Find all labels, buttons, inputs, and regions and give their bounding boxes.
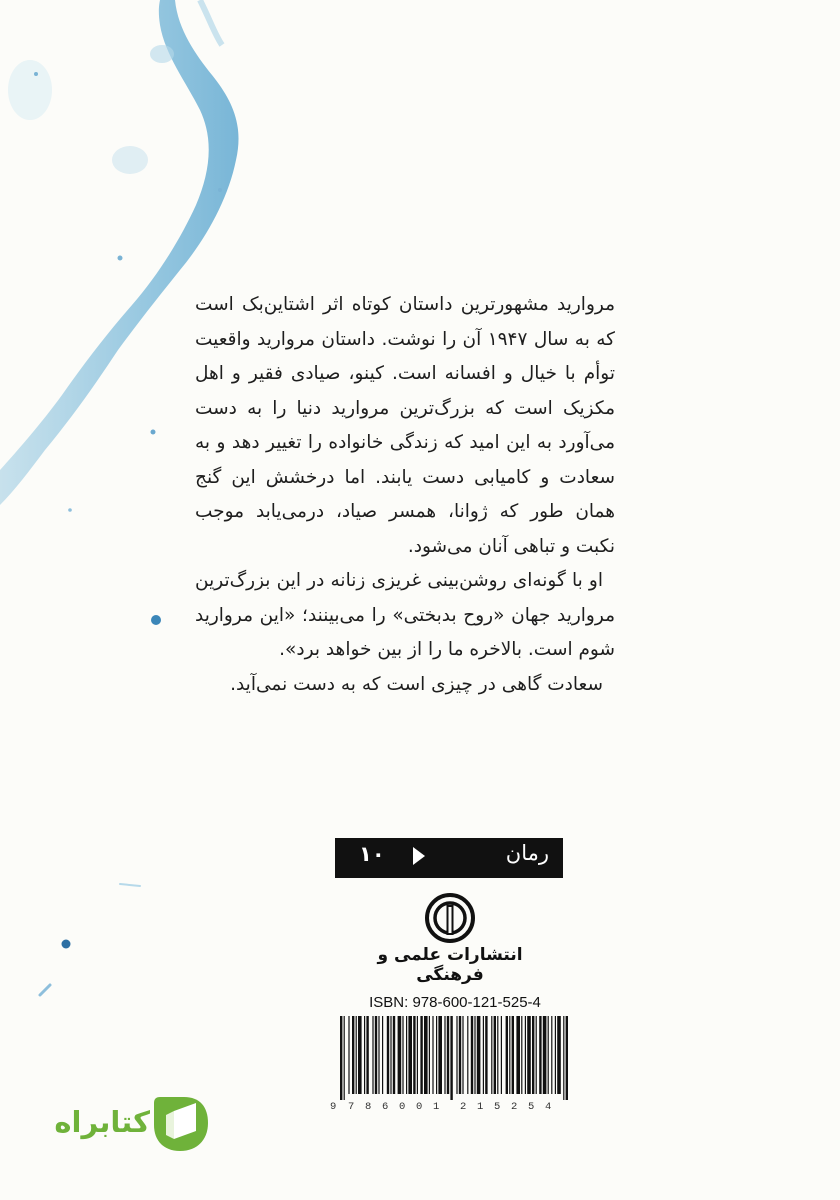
barcode-bar [477, 1016, 481, 1094]
series-underline [335, 874, 563, 878]
barcode-bar [516, 1016, 520, 1094]
ink-dot [34, 72, 38, 76]
barcode-bar [382, 1016, 383, 1094]
barcode-digit: 6 [382, 1101, 389, 1113]
back-cover-blurb [195, 288, 615, 702]
barcode-bar [532, 1016, 534, 1094]
barcode-bar [471, 1016, 473, 1094]
barcode-bar [417, 1016, 418, 1094]
barcode-bar [512, 1016, 514, 1094]
barcode-bar [372, 1016, 373, 1094]
barcode-bar [557, 1016, 561, 1094]
barcode-bar [402, 1016, 403, 1094]
barcode-digit: 4 [545, 1101, 552, 1113]
ink-dot [68, 508, 72, 512]
barcode-digit: 5 [528, 1101, 535, 1113]
barcode-bar [348, 1016, 349, 1094]
barcode-bar [387, 1016, 389, 1094]
barcode-bar [413, 1016, 415, 1094]
barcode-digit: 1 [433, 1101, 440, 1113]
barcode-bar [358, 1016, 362, 1094]
publisher-emblem-icon [425, 893, 475, 943]
barcode [338, 1016, 568, 1100]
barcode-bar [474, 1016, 475, 1094]
ink-dot [218, 188, 222, 192]
series-label: رمان [505, 841, 549, 865]
barcode-bar [485, 1016, 487, 1094]
barcode-digit: 0 [399, 1101, 406, 1113]
barcode-bar [444, 1016, 445, 1094]
barcode-bar [378, 1016, 379, 1094]
watercolor-splash [8, 60, 52, 120]
barcode-digit: 5 [494, 1101, 501, 1113]
barcode-bar [375, 1016, 377, 1094]
barcode-bar [467, 1016, 468, 1094]
barcode-bar [398, 1016, 402, 1094]
ink-dot [151, 615, 161, 625]
barcode-bar [344, 1016, 345, 1100]
barcode-digit: 8 [365, 1101, 372, 1113]
barcode-bar [494, 1016, 496, 1094]
barcode-digit: 2 [460, 1101, 467, 1113]
barcode-bar [521, 1016, 522, 1094]
barcode-bar [536, 1016, 537, 1094]
barcode-bar [393, 1016, 395, 1094]
barcode-bar [459, 1016, 461, 1094]
barcode-bar [447, 1016, 449, 1094]
barcode-digit: 7 [348, 1101, 355, 1113]
ink-streak [120, 884, 140, 886]
ink-streak [40, 985, 50, 995]
barcode-bar [390, 1016, 391, 1094]
barcode-bar [551, 1016, 552, 1094]
ink-dot [151, 430, 156, 435]
barcode-bar [543, 1016, 547, 1094]
watercolor-splash [112, 146, 148, 174]
barcode-bar [497, 1016, 498, 1094]
series-number: ۱۰ [359, 842, 385, 866]
barcode-bar [501, 1016, 502, 1094]
barcode-bar [525, 1016, 526, 1094]
barcode-bar [548, 1016, 549, 1094]
barcode-bar [408, 1016, 412, 1094]
barcode-bar [563, 1016, 564, 1100]
barcode-bar [436, 1016, 437, 1094]
ketabrah-logo[interactable] [40, 1093, 210, 1153]
barcode-bar [506, 1016, 508, 1094]
barcode-bar [420, 1016, 422, 1094]
ink-dot [118, 256, 123, 261]
barcode-bar [356, 1016, 357, 1094]
barcode-bar [406, 1016, 407, 1094]
barcode-bar [432, 1016, 433, 1094]
barcode-bar [555, 1016, 556, 1094]
barcode-bar [483, 1016, 484, 1094]
series-banner [335, 838, 563, 878]
barcode-digit: 9 [330, 1101, 337, 1113]
ketabrah-book-icon [150, 1093, 210, 1153]
barcode-bar [456, 1016, 457, 1094]
barcode-bar [491, 1016, 492, 1094]
blurb-paragraph: مروارید مشهورترین داستان کوتاه اثر اشتاین‌بک است که به سال ۱۹۴۷ آن را نوشت. داستان مروارید واقعیت توأم با خیال و افسانه است. کینو، صیادی فقیر و اهل مکزیک است که بزرگ‌ترین مروارید دنیا را به دست می‌آورد به این امید که زندگی خانواده را تغییر دهد و به سعادت و کامیابی دست یابند. اما درخشش این گنج همان طور که ژوانا، همسر صیاد، درمی‌یابد موجب نکبت و تباهی آنان می‌شود. [195, 294, 615, 557]
barcode-bar [366, 1016, 368, 1094]
ink-dot [62, 940, 71, 949]
barcode-digit: 0 [416, 1101, 423, 1113]
barcode-bar [539, 1016, 541, 1094]
barcode-digit: 1 [477, 1101, 484, 1113]
barcode-bar [527, 1016, 531, 1094]
barcode-bar [566, 1016, 568, 1100]
barcode-bar [509, 1016, 510, 1094]
isbn-number: ISBN: 978-600-121-525-4 [369, 994, 541, 1011]
barcode-bar [429, 1016, 430, 1094]
watercolor-splash [150, 45, 174, 63]
publisher-name: انتشارات علمی و فرهنگی [377, 945, 523, 985]
barcode-bar [438, 1016, 442, 1094]
barcode-bar [340, 1016, 342, 1100]
brand-name: کتابراه [54, 1105, 150, 1139]
barcode-digit: 2 [511, 1101, 518, 1113]
barcode-bar [352, 1016, 354, 1094]
barcode-bar [450, 1016, 452, 1100]
barcode-bar [462, 1016, 463, 1094]
blurb-paragraph: سعادت گاهی در چیزی است که به دست نمی‌آید. [230, 673, 603, 695]
blurb-paragraph: او با گونه‌ای روشن‌بینی غریزی زنانه در این بزرگ‌ترین مروارید جهان «روح بدبختی» را می‌بینند؛ «این مروارید شوم است. بالاخره ما را از بین خواهد برد». [195, 570, 615, 660]
barcode-bar [424, 1016, 428, 1094]
barcode-bar [364, 1016, 365, 1094]
